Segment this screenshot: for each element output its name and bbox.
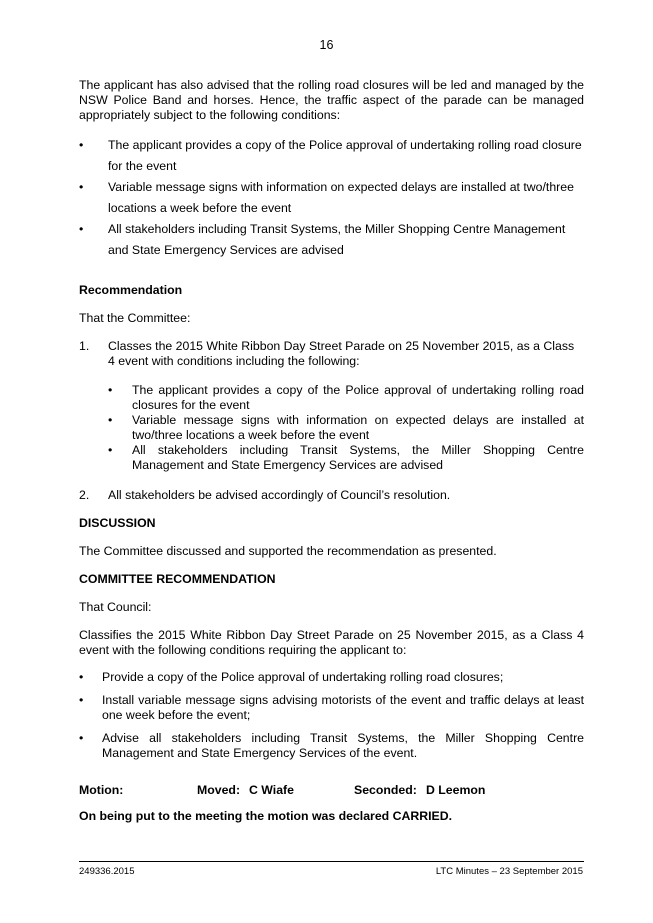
list-item: • Provide a copy of the Police approval of undertaking rolling road closures;: [79, 670, 504, 684]
bullet-icon: •: [79, 180, 84, 194]
moved-label: Moved:: [197, 783, 241, 797]
recommendation-sub-list: [108, 383, 584, 473]
bullet-icon: •: [108, 443, 113, 457]
footer-divider: [79, 861, 584, 862]
list-item: • Install variable message signs advising motorists of the event and traffic delays at least one week before the event;: [79, 693, 584, 722]
recommendation-lead: That the Committee:: [79, 311, 191, 325]
list-item: • Variable message signs with information on expected delays are installed at two/three locations a week before the event: [79, 177, 584, 219]
bullet-icon: •: [79, 222, 84, 236]
committee-recommendation-heading: COMMITTEE RECOMMENDATION: [79, 572, 276, 586]
list-item: • Variable message signs with information on expected delays are installed at two/three locations a week before the event: [108, 413, 584, 442]
motion-result: On being put to the meeting the motion was declared CARRIED.: [79, 809, 453, 823]
committee-recommendation-lead: That Council:: [79, 600, 152, 614]
footer-title: LTC Minutes – 23 September 2015: [435, 866, 583, 877]
bullet-icon: •: [79, 138, 84, 152]
committee-conditions-list: [79, 670, 584, 761]
recommendation-item-1: 1. Classes the 2015 White Ribbon Day Street Parade on 25 November 2015, as a Class 4 event with conditions including the following:: [79, 339, 575, 368]
bullet-icon: •: [108, 383, 113, 397]
bullet-icon: •: [79, 693, 84, 707]
discussion-text: The Committee discussed and supported the recommendation as presented.: [79, 544, 497, 558]
motion-line: [79, 783, 584, 799]
page-number: 16: [319, 38, 334, 52]
committee-recommendation-text: Classifies the 2015 White Ribbon Day Street Parade on 25 November 2015, as a Class 4 event with the following conditions requiring the applicant to:: [79, 628, 584, 657]
seconded-label: Seconded:: [354, 783, 417, 797]
bullet-icon: •: [79, 670, 84, 684]
conditions-list: [79, 135, 584, 261]
footer-reference: 249336.2015: [79, 866, 135, 877]
seconded-by: D Leemon: [426, 783, 486, 797]
list-item: • Advise all stakeholders including Transit Systems, the Miller Shopping Centre Management and State Emergency Services of the event.: [79, 731, 584, 760]
recommendation-item-2: 2. All stakeholders be advised accordingly of Council’s resolution.: [79, 488, 451, 502]
moved-by: C Wiafe: [249, 783, 294, 797]
document-body: [79, 78, 584, 824]
list-item: • The applicant provides a copy of the Police approval of undertaking rolling road closures for the event: [108, 383, 584, 412]
bullet-icon: •: [108, 413, 113, 427]
discussion-heading: DISCUSSION: [79, 516, 156, 530]
intro-paragraph: The applicant has also advised that the rolling road closures will be led and managed by the NSW Police Band and horses. Hence, the traffic aspect of the parade can be managed appropriately subject to the following conditions:: [79, 78, 584, 122]
list-item: • The applicant provides a copy of the Police approval of undertaking rolling road closure for the event: [79, 135, 584, 177]
motion-label: Motion:: [79, 783, 124, 797]
recommendation-heading: Recommendation: [79, 283, 183, 297]
list-item: • All stakeholders including Transit Systems, the Miller Shopping Centre Management and State Emergency Services are advised: [108, 443, 584, 472]
bullet-icon: •: [79, 731, 84, 745]
list-item: • All stakeholders including Transit Systems, the Miller Shopping Centre Management and State Emergency Services are advised: [79, 219, 584, 261]
